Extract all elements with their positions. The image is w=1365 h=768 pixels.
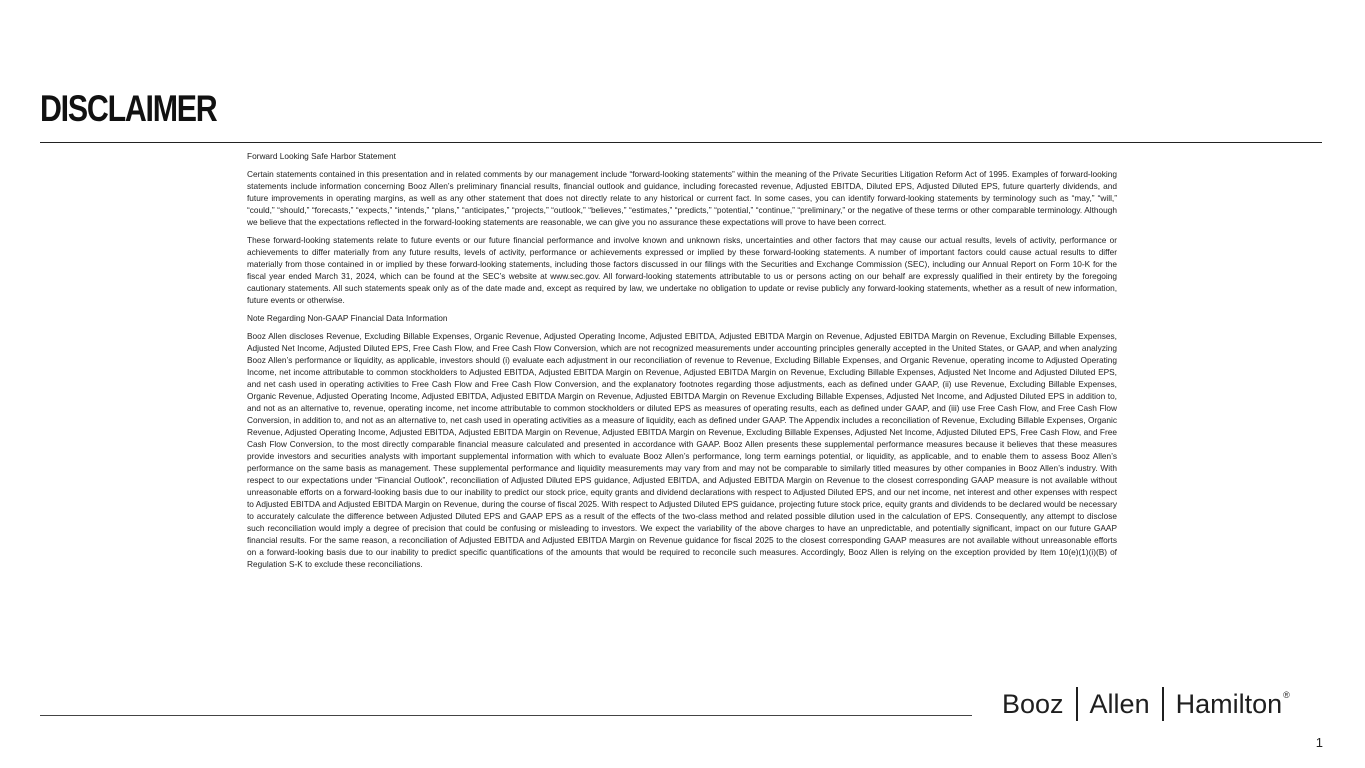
logo-separator — [1076, 687, 1078, 721]
footer-divider — [40, 715, 972, 716]
non-gaap-heading: Note Regarding Non-GAAP Financial Data Information — [247, 313, 448, 323]
slide-title: DISCLAIMER — [40, 88, 217, 129]
non-gaap-paragraph: Booz Allen discloses Revenue, Excluding Billable Expenses, Organic Revenue, Adjusted Operating Income, Adjusted EBITDA, Adjusted EBITDA Margin on Revenue, Adjusted EBITDA Margin on Revenue, Excluding Billable Expenses, Adjusted Net Income, Adjusted Diluted EPS, Free Cash Flow, and Free Cash Flow Conversion, which are not recognized measurements under accounting principles generally accepted in the United States, or GAAP, and when analyzing Booz Allen’s performance or liquidity, as applicable, investors should (i) evaluate each adjustment in our reconciliation of revenue to Revenue, Excluding Billable Expenses, and Organic Revenue, operating income to Adjusted Operating Income, net income attributable to common stockholders to Adjusted EBITDA, Adjusted EBITDA Margin on Revenue, Adjusted EBITDA Margin on Revenue, Excluding Billable Expenses, Adjusted Net Income and Adjusted Diluted EPS, and net cash used in operating activities to Free Cash Flow and Free Cash Flow Conversion, and the explanatory footnotes regarding those adjustments, each as defined under GAAP, (ii) use Revenue, Excluding Billable Expenses, Organic Revenue, Adjusted Operating Income, Adjusted EBITDA, Adjusted EBITDA Margin on Revenue, Adjusted EBITDA Margin on Revenue Excluding Billable Expenses, Adjusted Net Income, and Adjusted Diluted EPS in addition to, and not as an alternative to, revenue, operating income, net income attributable to common stockholders or diluted EPS as measures of operating results, each as defined under GAAP, and (iii) use Free Cash Flow, and Free Cash Flow Conversion, in addition to, and not as an alternative to, net cash used in operating activities as a measure of liquidity, each as defined under GAAP. The Appendix includes a reconciliation of Revenue, Excluding Billable Expenses, Organic Revenue, Adjusted Operating Income, Adjusted EBITDA, Adjusted EBITDA Margin on Revenue, Adjusted EBITDA Margin on Revenue, Excluding Billable Expenses, Adjusted Net Income, Adjusted Diluted EPS, Free Cash Flow, and Free Cash Flow Conversion, to the most directly comparable financial measure calculated and presented in accordance with GAAP. Booz Allen presents these supplemental performance measures because it believes that these measures provide investors and securities analysts with important supplemental information with which to evaluate Booz Allen’s performance, long term earnings potential, or liquidity, as applicable, and to enable them to assess Booz Allen’s performance on the same basis as management. These supplemental performance and liquidity measurements may vary from and may not be comparable to similarly titled measures by other companies in Booz Allen’s industry. With respect to our expectations under “Financial Outlook”, reconciliation of Adjusted Diluted EPS guidance, Adjusted EBITDA, and Adjusted EBITDA Margin on Revenue to the closest corresponding GAAP measure is not available without unreasonable efforts on a forward-looking basis due to our inability to predict our stock price, equity grants and dividend declarations with respect to Adjusted Diluted EPS, and our net income, net interest and other expenses with respect to Adjusted EBITDA and Adjusted EBITDA Margin on Revenue, during the course of fiscal 2025. With respect to Adjusted Diluted EPS guidance, projecting future stock price, equity grants and dividends to be declared would be necessary to accurately calculate the difference between Adjusted Diluted EPS and GAAP EPS as a result of the effects of the two-class method and related possible dilution used in the calculation of EPS. Consequently, any attempt to disclose such reconciliation would imply a degree of precision that could be confusing or misleading to investors. We expect the variability of the above charges to have an unpredictable, and potentially significant, impact on our future GAAP financial results. For the same reason, a reconciliation of Adjusted EBITDA and Adjusted EBITDA Margin on Revenue guidance for fiscal 2025 to the closest corresponding GAAP measures are not available without unreasonable efforts on a forward-looking basis due to our inability to predict specific quantifications of the amounts that would be required to reconcile such measures. Accordingly, Booz Allen is relying on the exception provided by Item 10(e)(1)(i)(B) of Regulation S-K to exclude these reconciliations. — [247, 331, 1117, 569]
logo-word-allen: Allen — [1089, 688, 1150, 719]
disclaimer-body — [247, 150, 1117, 576]
forward-looking-paragraph-2: These forward-looking statements relate to future events or our future financial performance and involve known and unknown risks, uncertainties and other factors that may cause our actual results, levels of activity, performance or achievements to differ materially from any future results, levels of activity, performance or achievements expressed or implied by these forward-looking statements. A number of important factors could cause actual results to differ materially from those contained in or implied by these forward-looking statements, including those factors discussed in our filings with the Securities and Exchange Commission (SEC), including our Annual Report on Form 10-K for the fiscal year ended March 31, 2024, which can be found at the SEC’s website at www.sec.gov. All forward-looking statements attributable to us or persons acting on our behalf are expressly qualified in their entirety by the foregoing cautionary statements. All such statements speak only as of the date made and, except as required by law, we undertake no obligation to update or revise publicly any forward-looking statements, whether as a result of new information, future events or otherwise. — [247, 235, 1117, 305]
logo-separator — [1162, 687, 1164, 721]
forward-looking-heading: Forward Looking Safe Harbor Statement — [247, 151, 396, 161]
registered-mark: ® — [1283, 690, 1290, 700]
title-divider — [40, 142, 1322, 143]
page-number: 1 — [1315, 735, 1323, 750]
booz-allen-hamilton-logo — [1002, 684, 1290, 724]
forward-looking-paragraph-1: Certain statements contained in this presentation and in related comments by our management include “forward-looking statements” within the meaning of the Private Securities Litigation Reform Act of 1995. Examples of forward-looking statements include information concerning Booz Allen’s preliminary financial results, financial outlook and guidance, including forecasted revenue, Adjusted EBITDA, Diluted EPS, Adjusted Diluted EPS, future quarterly dividends, and future improvements in operating margins, as well as any other statement that does not directly relate to any historical or current fact. In some cases, you can identify forward-looking statements by terminology such as “may,” “will,” “could,” “should,” “forecasts,” “expects,” “intends,” “plans,” “anticipates,” “projects,” “outlook,” “believes,” “estimates,” “predicts,” “potential,” “continue,” “preliminary,” or the negative of these terms or other comparable terminology. Although we believe that the expectations reflected in the forward-looking statements are reasonable, we can give you no assurance these expectations will prove to have been correct. — [247, 169, 1117, 227]
logo-word-hamilton: Hamilton — [1175, 688, 1283, 719]
logo-word-booz: Booz — [1002, 688, 1064, 719]
